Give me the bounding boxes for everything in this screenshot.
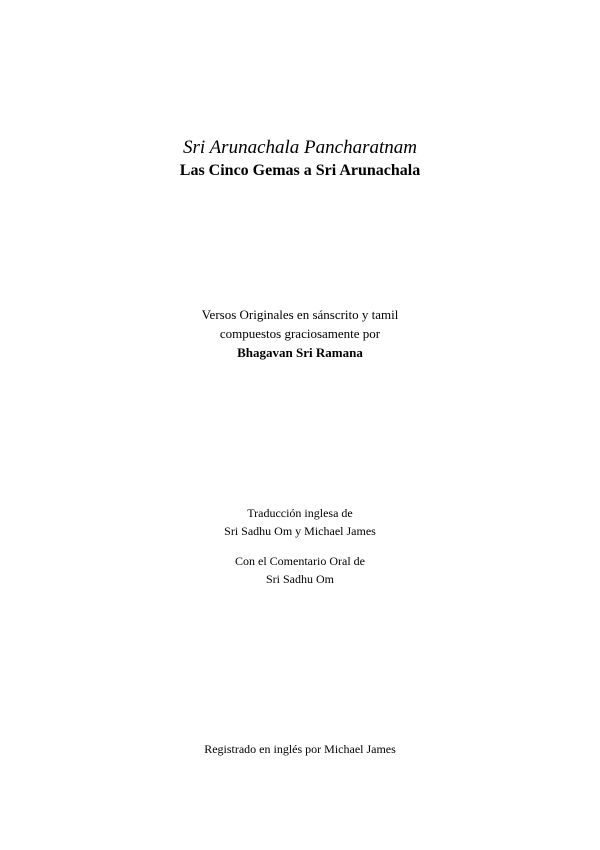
commentary-block: [0, 552, 600, 588]
commentary-line-1: Con el Comentario Oral de: [235, 554, 365, 568]
origin-author: Bhagavan Sri Ramana: [237, 345, 363, 360]
title-spanish: Las Cinco Gemas a Sri Arunachala: [179, 162, 421, 179]
title-block: [0, 136, 600, 182]
translation-line-1: Traducción inglesa de: [247, 506, 353, 520]
recorded-line-1: Registrado en inglés por Michael James: [204, 742, 396, 756]
translation-block: [0, 504, 600, 540]
translation-line-2: Sri Sadhu Om y Michael James: [224, 524, 376, 538]
title-sanskrit: Sri Arunachala Pancharatnam: [183, 137, 417, 158]
origin-block: [0, 305, 600, 362]
recorded-block: [0, 740, 600, 758]
origin-line-2: compuestos graciosamente por: [219, 326, 381, 341]
commentary-line-2: Sri Sadhu Om: [265, 572, 334, 586]
origin-line-1: Versos Originales en sánscrito y tamil: [201, 307, 399, 322]
